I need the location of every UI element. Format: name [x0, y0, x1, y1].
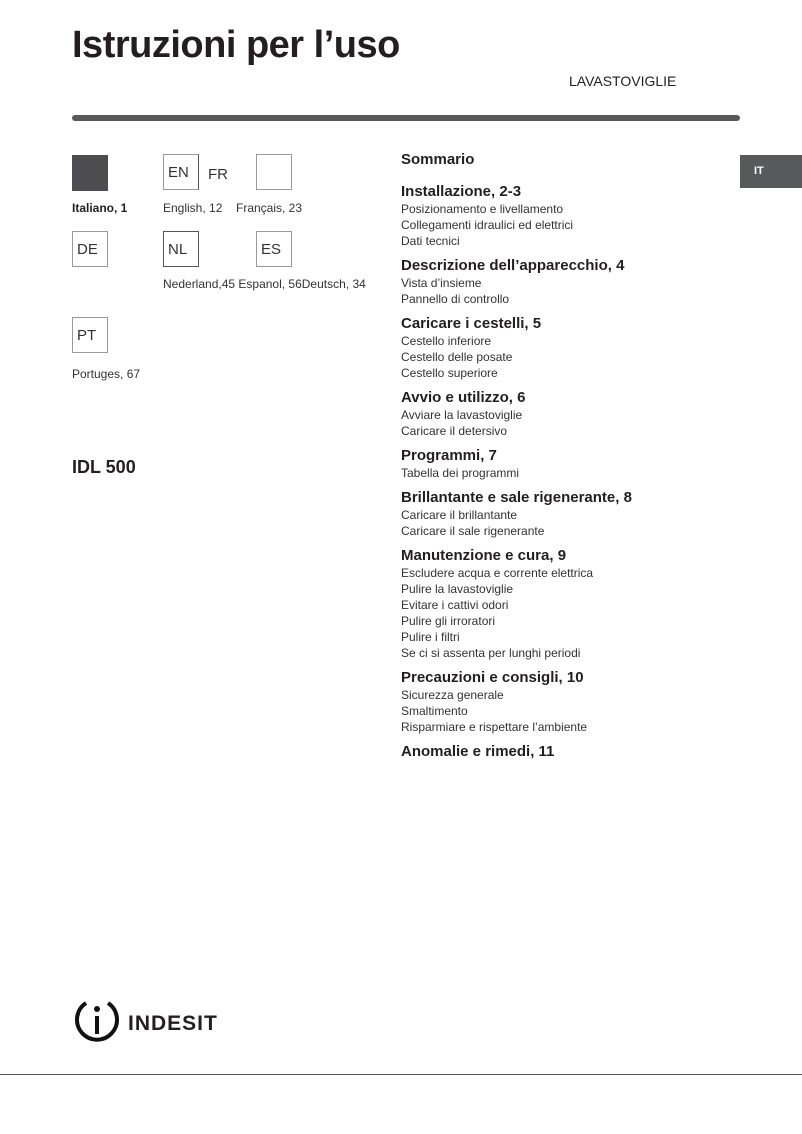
- product-category: LAVASTOVIGLIE: [569, 73, 677, 89]
- page-title: Istruzioni per l’uso: [72, 24, 400, 66]
- toc-item: Caricare il detersivo: [401, 424, 508, 438]
- language-label-portuges: Portuges, 67: [72, 367, 141, 381]
- toc-item: Escludere acqua e corrente elettrica: [401, 566, 594, 580]
- toc-item: Risparmiare e rispettare l’ambiente: [401, 720, 588, 734]
- language-label-francais: Français, 23: [236, 201, 303, 215]
- brand-name: indesit: [128, 1004, 218, 1037]
- toc-item: Tabella dei programmi: [401, 466, 520, 480]
- indesit-power-icon: [72, 997, 122, 1045]
- toc-section: [401, 669, 741, 735]
- toc-item: Pannello di controllo: [401, 292, 510, 306]
- toc-heading: Brillantante e sale rigenerante, 8: [401, 489, 632, 506]
- toc-item: Se ci si assenta per lunghi periodi: [401, 646, 581, 660]
- language-box-it: [72, 155, 108, 191]
- toc-heading: Programmi, 7: [401, 447, 497, 464]
- toc-item: Cestello inferiore: [401, 334, 492, 348]
- toc-section: [401, 389, 741, 439]
- toc-section: [401, 183, 741, 249]
- toc-section: [401, 743, 741, 761]
- language-box-empty: [256, 154, 292, 190]
- toc-item: Caricare il sale rigenerante: [401, 524, 545, 538]
- toc-item: Collegamenti idraulici ed elettrici: [401, 218, 574, 232]
- language-box-de: DE: [72, 231, 108, 267]
- language-box-es: ES: [256, 231, 292, 267]
- toc-section: [401, 257, 741, 307]
- language-box-nl: NL: [163, 231, 199, 267]
- header-divider: [72, 115, 740, 121]
- toc-item: Pulire i filtri: [401, 630, 460, 644]
- toc-item: Smaltimento: [401, 704, 468, 718]
- toc-heading: Anomalie e rimedi, 11: [401, 743, 555, 760]
- model-name: IDL 500: [72, 457, 136, 477]
- toc-item: Cestello delle posate: [401, 350, 513, 364]
- toc-section: [401, 447, 741, 481]
- toc-section: [401, 547, 741, 661]
- indesit-logo: [72, 997, 218, 1045]
- language-box-pt: PT: [72, 317, 108, 353]
- toc-item: Pulire gli irroratori: [401, 614, 496, 628]
- toc-item: Sicurezza generale: [401, 688, 504, 702]
- toc-item: Vista d’insieme: [401, 276, 482, 290]
- footer-divider: [0, 1074, 802, 1075]
- language-box-en: EN: [163, 154, 199, 190]
- toc-item: Pulire la lavastoviglie: [401, 582, 514, 596]
- toc-heading: Caricare i cestelli, 5: [401, 315, 542, 332]
- language-code-fr: FR: [208, 166, 228, 183]
- toc-section: [401, 489, 741, 539]
- language-labels-row2: Nederland,45 Espanol, 56Deutsch, 34: [163, 277, 366, 291]
- language-label-italiano: Italiano, 1: [72, 201, 128, 215]
- toc-heading: Installazione, 2-3: [401, 183, 522, 200]
- toc-heading: Descrizione dell’apparecchio, 4: [401, 257, 625, 274]
- toc-heading: Manutenzione e cura, 9: [401, 547, 567, 564]
- toc-heading: Precauzioni e consigli, 10: [401, 669, 584, 686]
- toc-section: [401, 315, 741, 381]
- toc-item: Posizionamento e livellamento: [401, 202, 564, 216]
- table-of-contents: [401, 151, 741, 769]
- toc-item: Evitare i cattivi odori: [401, 598, 509, 612]
- toc-item: Avviare la lavastoviglie: [401, 408, 523, 422]
- toc-title: Sommario: [401, 151, 475, 168]
- toc-item: Cestello superiore: [401, 366, 498, 380]
- toc-item: Dati tecnici: [401, 234, 460, 248]
- toc-heading: Avvio e utilizzo, 6: [401, 389, 526, 406]
- toc-item: Caricare il brillantante: [401, 508, 518, 522]
- language-label-english: English, 12: [163, 201, 223, 215]
- language-tab-it: IT: [740, 155, 802, 188]
